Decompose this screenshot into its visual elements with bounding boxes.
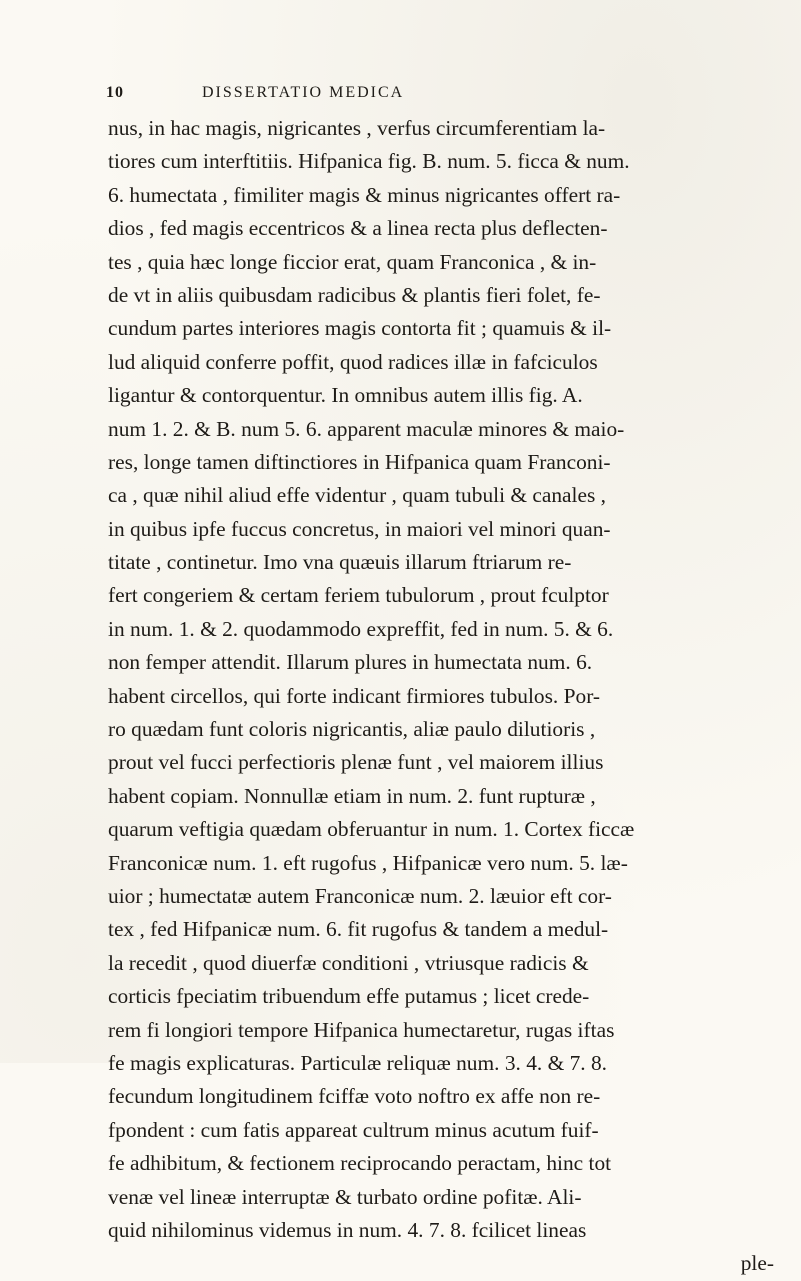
- text-line: habent circellos, qui forte indicant firmiores tubulos. Por-: [108, 683, 601, 708]
- text-line: prout vel fucci perfectioris plenæ funt , vel maiorem illius: [108, 750, 604, 775]
- text-line: ca , quæ nihil aliud effe videntur , quam tubuli & canales ,: [108, 483, 607, 508]
- text-line: corticis fpeciatim tribuendum effe putamus ; licet crede-: [108, 984, 590, 1009]
- text-line: fe magis explicaturas. Particulæ reliquæ num. 3. 4. & 7. 8.: [108, 1050, 608, 1075]
- text-line: quarum veftigia quædam obferuantur in num. 1. Cortex ficcæ: [108, 817, 635, 842]
- text-line: lud aliquid conferre poffit, quod radices illæ in fafciculos: [108, 349, 598, 374]
- text-line: ro quædam funt coloris nigricantis, aliæ paulo dilutioris ,: [108, 717, 596, 742]
- text-line: habent copiam. Nonnullæ etiam in num. 2. funt rupturæ ,: [108, 783, 596, 808]
- page-number: 10: [106, 84, 124, 101]
- text-line: la recedit , quod diuerfæ conditioni , vtriusque radicis &: [108, 950, 589, 975]
- text-line: titate , continetur. Imo vna quæuis illarum ftriarum re-: [108, 550, 572, 575]
- text-line: tex , fed Hifpanicæ num. 6. fit rugofus & tandem a medul-: [108, 917, 609, 942]
- text-line: in quibus ipfe fuccus concretus, in maiori vel minori quan-: [108, 516, 611, 541]
- text-line: non femper attendit. Illarum plures in humectata num. 6.: [108, 650, 593, 675]
- text-line: fert congeriem & certam feriem tubulorum , prout fculptor: [108, 583, 609, 608]
- text-line: dios , fed magis eccentricos & a linea recta plus deflecten-: [108, 216, 608, 241]
- text-line: quid nihilominus videmus in num. 4. 7. 8. fcilicet lineas: [108, 1217, 587, 1242]
- text-line: 6. humectata , fimiliter magis & minus nigricantes offert ra-: [108, 182, 621, 207]
- text-line: uior ; humectatæ autem Franconicæ num. 2. læuior eft cor-: [108, 883, 612, 908]
- text-line: fecundum longitudinem fciffæ voto noftro ex affe non re-: [108, 1084, 601, 1109]
- running-head: [106, 84, 706, 110]
- body-text: [108, 112, 798, 1281]
- text-line: venæ vel lineæ interruptæ & turbato ordine pofitæ. Ali-: [108, 1184, 582, 1209]
- catchword: ple-: [740, 1251, 774, 1276]
- text-line: fpondent : cum fatis appareat cultrum minus acutum fuif-: [108, 1117, 599, 1142]
- text-line: rem fi longiori tempore Hifpanica humectaretur, rugas iftas: [108, 1017, 615, 1042]
- text-line: Franconicæ num. 1. eft rugofus , Hifpanicæ vero num. 5. læ-: [108, 850, 628, 875]
- running-title: DISSERTATIO MEDICA: [202, 84, 405, 101]
- text-line: de vt in aliis quibusdam radicibus & plantis fieri folet, fe-: [108, 282, 601, 307]
- text-line: tiores cum interftitiis. Hifpanica fig. B. num. 5. ficca & num.: [108, 149, 630, 174]
- text-line: tes , quia hæc longe ficcior erat, quam Franconica , & in-: [108, 249, 597, 274]
- text-line: res, longe tamen diftinctiores in Hifpanica quam Franconi-: [108, 449, 611, 474]
- text-line: ligantur & contorquentur. In omnibus autem illis fig. A.: [108, 383, 583, 408]
- text-line: num 1. 2. & B. num 5. 6. apparent maculæ minores & maio-: [108, 416, 625, 441]
- text-line: nus, in hac magis, nigricantes , verfus circumferentiam la-: [108, 116, 606, 140]
- text-line: cundum partes interiores magis contorta fit ; quamuis & il-: [108, 316, 612, 341]
- text-line: fe adhibitum, & fectionem reciprocando peractam, hinc tot: [108, 1151, 612, 1176]
- text-line: in num. 1. & 2. quodammodo expreffit, fed in num. 5. & 6.: [108, 616, 614, 641]
